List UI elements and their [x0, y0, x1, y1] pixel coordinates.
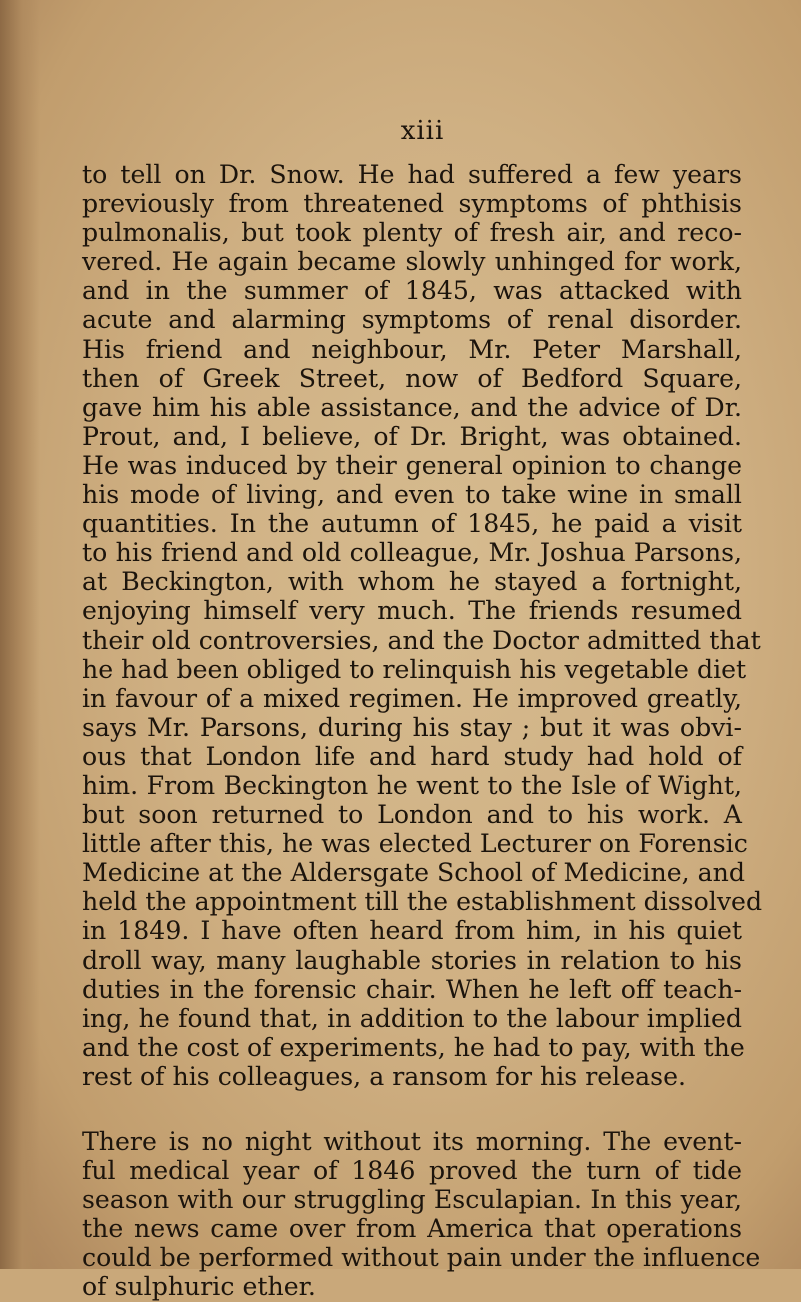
text-line: and the cost of experiments, he had to pay, with the [82, 1032, 745, 1062]
text-line: He was induced by their general opinion to change [82, 450, 742, 480]
text-line: rest of his colleagues, a ransom for his release. [82, 1061, 686, 1091]
text-line: gave him his able assistance, and the advice of Dr. [82, 392, 742, 422]
text-line: season with our struggling Esculapian. In this year, [82, 1185, 742, 1215]
text-line: acute and alarming symptoms of renal disorder. [82, 305, 742, 335]
text-line: ous that London life and hard study had hold of [82, 741, 742, 771]
text-line: in favour of a mixed regimen. He improved greatly, [82, 683, 742, 713]
text-line: pulmonalis, but took plenty of fresh air, and reco- [82, 218, 742, 248]
text-line: he had been obliged to relinquish his vegetable diet [82, 654, 747, 684]
text-line: to tell on Dr. Snow. He had suffered a few years [82, 160, 742, 189]
text-line: Prout, and, I believe, of Dr. Bright, was obtained. [82, 421, 742, 451]
text-line: held the appointment till the establishment dissolved [82, 887, 763, 917]
text-line: but soon returned to London and to his work. A [82, 800, 742, 830]
text-line: his mode of living, and even to take wine in small [82, 480, 742, 510]
text-line: His friend and neighbour, Mr. Peter Marshall, [82, 334, 742, 364]
page-gutter-shadow [0, 0, 40, 1269]
text-line: then of Greek Street, now of Bedford Square, [82, 363, 742, 393]
text-line: enjoying himself very much. The friends resumed [82, 596, 742, 626]
paragraph-gap [82, 1091, 742, 1127]
text-line: quantities. In the autumn of 1845, he paid a visit [82, 509, 742, 539]
text-line: ing, he found that, in addition to the labour implied [82, 1003, 742, 1033]
text-line: vered. He again became slowly unhinged for work, [82, 247, 742, 277]
text-line: at Beckington, with whom he stayed a fortnight, [82, 567, 742, 597]
text-line: could be performed without pain under the influence [82, 1243, 761, 1273]
text-line: says Mr. Parsons, during his stay ; but it was obvi- [82, 712, 742, 742]
text-line: droll way, many laughable stories in relation to his [82, 945, 742, 975]
text-line: and in the summer of 1845, was attacked with [82, 276, 742, 306]
text-line: of sulphuric ether. [82, 1272, 316, 1302]
text-line: previously from threatened symptoms of phthisis [82, 189, 742, 219]
text-line: duties in the forensic chair. When he left off teach- [82, 974, 742, 1004]
text-line: little after this, he was elected Lecturer on Forensic [82, 829, 748, 859]
text-line: There is no night without its morning. The event- [82, 1127, 742, 1156]
text-line: ful medical year of 1846 proved the turn of tide [82, 1156, 742, 1186]
text-line: their old controversies, and the Doctor admitted that [82, 625, 761, 655]
text-line: in 1849. I have often heard from him, in his quiet [82, 916, 742, 946]
body-text [82, 160, 763, 1302]
text-line: him. From Beckington he went to the Isle of Wight, [82, 770, 742, 800]
text-line: the news came over from America that operations [82, 1214, 742, 1244]
text-line: Medicine at the Aldersgate School of Medicine, and [82, 858, 745, 888]
page-number: xiii [400, 116, 445, 146]
text-line: to his friend and old colleague, Mr. Joshua Parsons, [82, 538, 742, 568]
